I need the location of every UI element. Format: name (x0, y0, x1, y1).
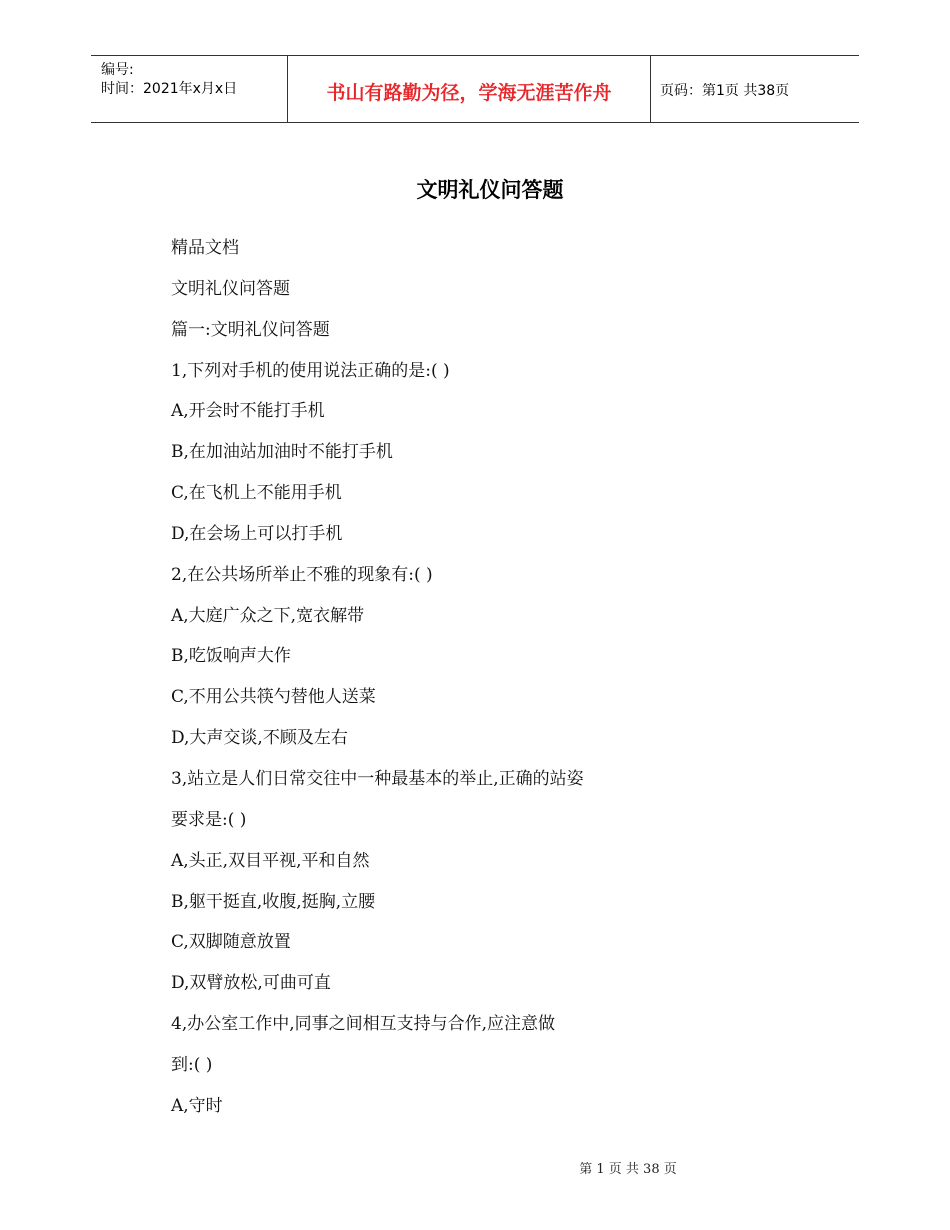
header-left-cell (91, 56, 287, 122)
body-line: 到:( ) (171, 1054, 213, 1075)
body-line: 精品文档 (171, 238, 239, 258)
document-body (171, 235, 584, 1134)
document-title: 文明礼仪问答题 (416, 178, 564, 202)
body-line: C,双脚随意放置 (171, 932, 291, 953)
document-date: 时间：2021年x月x日 (101, 81, 238, 97)
body-line: 1,下列对手机的使用说法正确的是:( ) (171, 360, 450, 381)
body-line: 3,站立是人们日常交往中一种最基本的举止,正确的站姿 (171, 768, 584, 789)
body-line: D,双臂放松,可曲可直 (171, 973, 331, 994)
body-line: 要求是:( ) (171, 809, 247, 830)
body-line: B,在加油站加油时不能打手机 (171, 442, 393, 463)
body-line: 篇一:文明礼仪问答题 (171, 319, 330, 340)
body-line: D,在会场上可以打手机 (171, 523, 343, 544)
document-number-label: 编号: (101, 62, 134, 78)
page-header (91, 55, 859, 123)
body-line: A,守时 (171, 1095, 223, 1116)
body-line: C,不用公共筷勺替他人送菜 (171, 687, 376, 708)
body-line: A,大庭广众之下,宽衣解带 (171, 605, 365, 626)
header-page-cell (651, 56, 859, 122)
header-page-info: 页码：第1页 共38页 (660, 83, 790, 99)
header-motto: 书山有路勤为径，学海无涯苦作舟 (326, 82, 612, 104)
body-line: 4,办公室工作中,同事之间相互支持与合作,应注意做 (171, 1014, 556, 1035)
body-line: A,开会时不能打手机 (171, 401, 325, 422)
body-line: A,头正,双目平视,平和自然 (171, 850, 370, 871)
body-line: D,大声交谈,不顾及左右 (171, 728, 348, 749)
body-line: 2,在公共场所举止不雅的现象有:( ) (171, 564, 433, 585)
body-line: 文明礼仪问答题 (171, 278, 290, 299)
body-line: B,躯干挺直,收腹,挺胸,立腰 (171, 891, 376, 912)
header-motto-cell (287, 56, 651, 122)
body-line: C,在飞机上不能用手机 (171, 483, 342, 504)
page-footer: 第 1 页 共 38 页 (579, 1162, 677, 1177)
body-line: B,吃饭响声大作 (171, 646, 291, 667)
